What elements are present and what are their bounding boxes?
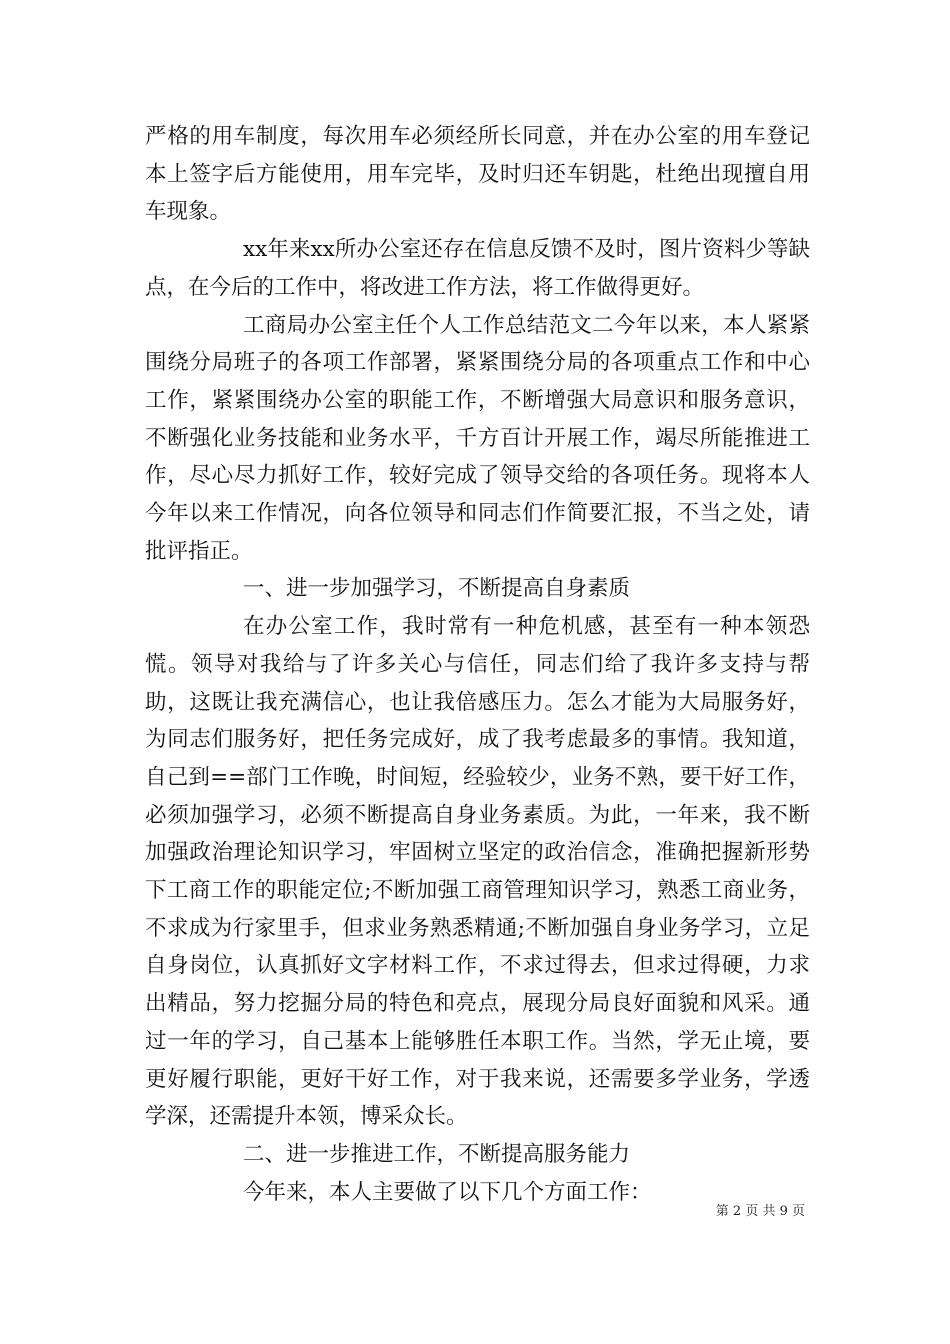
paragraph-study-details: 在办公室工作，我时常有一种危机感，甚至有一种本领恐慌。领导对我给与了许多关心与信任，同志们给了我许多支持与帮助，这既让我充满信心，也让我倍感压力。怎么才能为大局服务好，为同志们服务好，把任务完成好，成了我考虑最多的事情。我知道，自己到==部门工作晚，时间短，经验较少，业务不熟，要干好工作，必须加强学习，必须不断提高自身业务素质。为此，一年来，我不断加强政治理论知识学习，牢固树立坚定的政治信念，准确把握新形势下工商工作的职能定位;不断加强工商管理知识学习，熟悉工商业务，不求成为行家里手，但求业务熟悉精通;不断加强自身业务学习，立足自身岗位，认真抓好文字材料工作，不求过得去，但求过得硬，力求出精品，努力挖掘分局的特色和亮点，展现分局良好面貌和风采。通过一年的学习，自己基本上能够胜任本职工作。当然，学无止境，要更好履行职能，更好干好工作，对于我来说，还需要多学业务，学透学深，还需提升本领，博采众长。 — [145, 614, 810, 1130]
section-heading-study: 一、进一步加强学习，不断提高自身素质 — [243, 576, 631, 602]
page-number-footer: 第 2 页 共 9 页 — [715, 1204, 805, 1219]
paragraph-work-intro: 今年来，本人主要做了以下几个方面工作： — [243, 1179, 652, 1205]
paragraph-vehicle-rules: 严格的用车制度，每次用车必须经所长同意，并在办公室的用车登记本上签字后方能使用，用车完毕，及时归还车钥匙，杜绝出现擅自用车现象。 — [145, 124, 810, 225]
document-body — [145, 118, 810, 1211]
paragraph-summary-intro: 工商局办公室主任个人工作总结范文二今年以来，本人紧紧围绕分局班子的各项工作部署，紧紧围绕分局的各项重点工作和中心工作，紧紧围绕办公室的职能工作，不断增强大局意识和服务意识，不断强化业务技能和业务水平，千方百计开展工作，竭尽所能推进工作，尽心尽力抓好工作，较好完成了领导交给的各项任务。现将本人今年以来工作情况，向各位领导和同志们作简要汇报，不当之处，请批评指正。 — [145, 312, 810, 564]
paragraph-office-shortcomings: xx年来xx所办公室还存在信息反馈不及时，图片资料少等缺点，在今后的工作中，将改进工作方法，将工作做得更好。 — [145, 237, 810, 300]
section-heading-service: 二、进一步推进工作，不断提高服务能力 — [243, 1141, 631, 1167]
